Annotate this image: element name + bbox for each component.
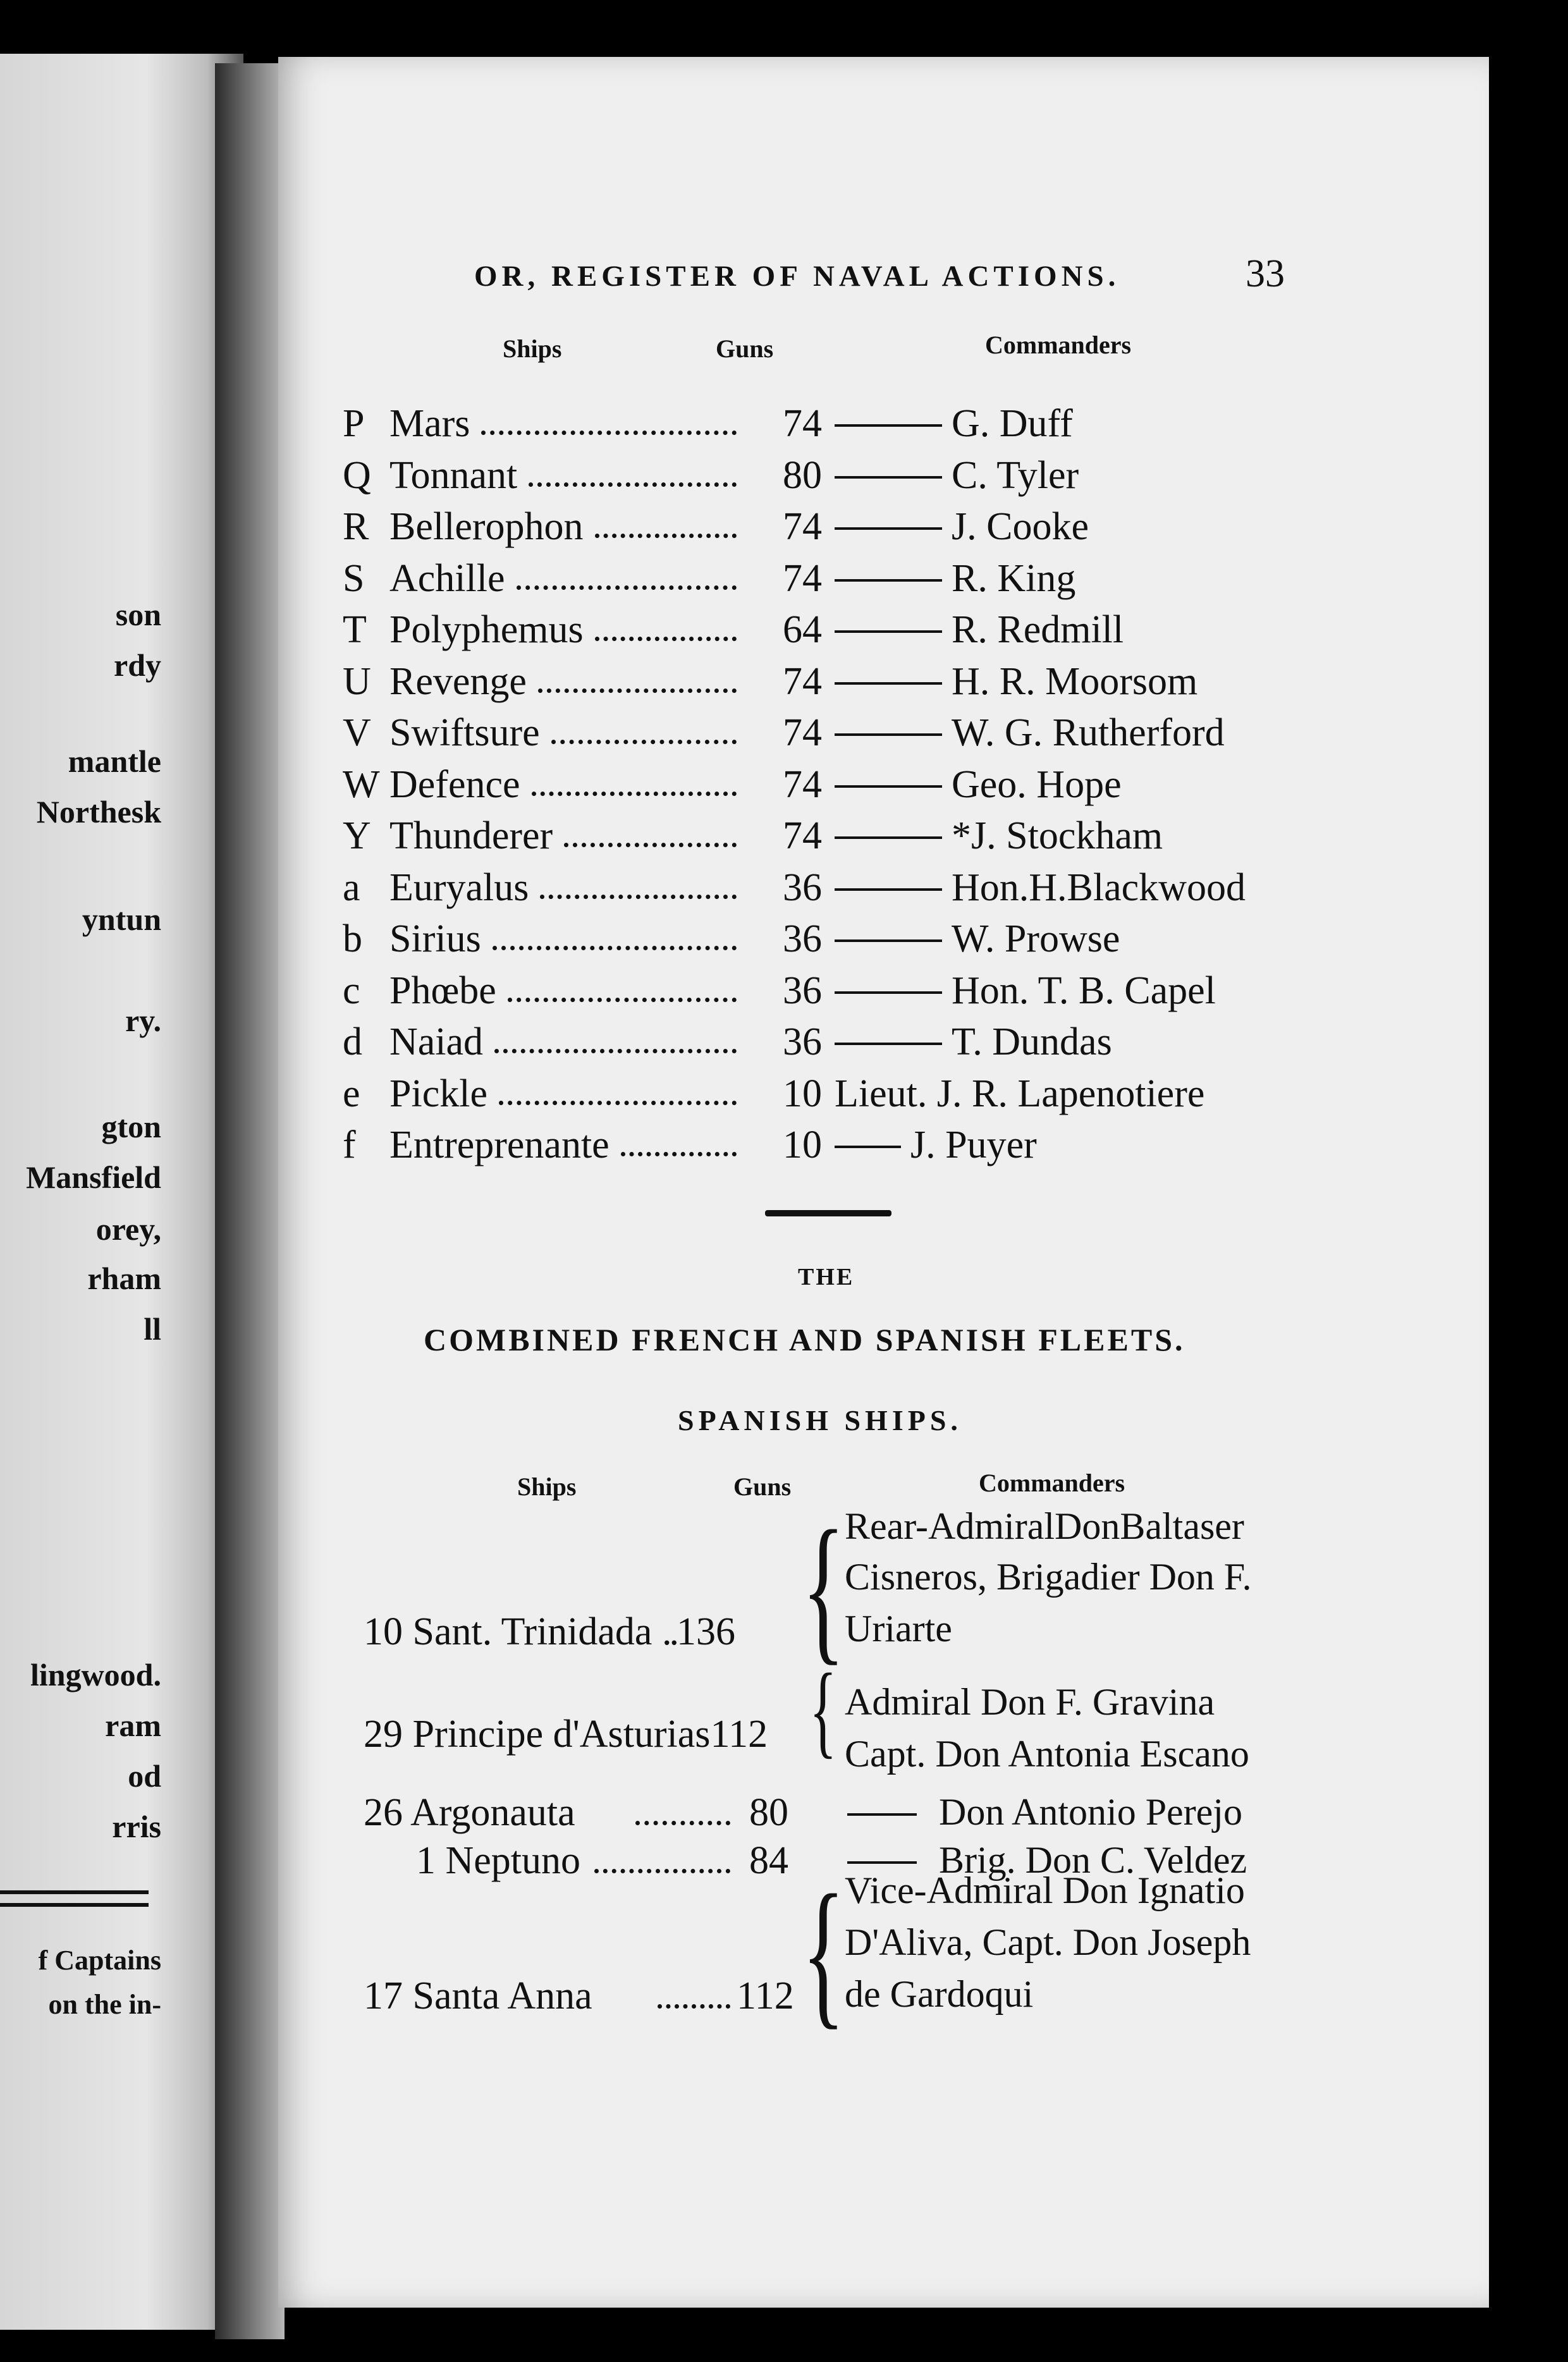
ship-name: Sirius: [389, 917, 481, 960]
commander-name: Hon.H.Blackwood: [952, 866, 1246, 909]
ship-letter: T: [343, 608, 367, 651]
commander-line: Vice-Admiral Don Ignatio: [845, 1869, 1245, 1911]
facing-page-fragment: od: [128, 1758, 161, 1794]
ship-name: Defence: [389, 762, 520, 806]
commander-name: J. Cooke: [952, 505, 1089, 548]
commander-name: *J. Stockham: [952, 814, 1163, 857]
commander-line: Cisneros, Brigadier Don F.: [845, 1556, 1252, 1598]
commander-name: R. Redmill: [952, 608, 1124, 651]
col-header-commanders: Commanders: [979, 1469, 1125, 1497]
ship-guns: 10: [783, 1123, 822, 1166]
facing-page-fragment: f Captains: [38, 1945, 161, 1976]
subsection-title: SPANISH SHIPS.: [678, 1404, 962, 1436]
leader-dots: [594, 1869, 730, 1873]
commander-line: Brig. Don C. Veldez: [939, 1839, 1247, 1881]
leader-dots: [540, 895, 737, 899]
col-header-guns: Guns: [733, 1472, 792, 1501]
ship-name: Pickle: [389, 1072, 487, 1115]
spanish-ship: [364, 1790, 575, 1835]
ship-letter: V: [343, 711, 371, 754]
ship-name: 1 Neptuno: [416, 1839, 581, 1882]
ditto-dash: [835, 424, 942, 427]
ditto-dash: [835, 836, 942, 839]
ship-row: [278, 1072, 1489, 1122]
ship-row: [278, 505, 1489, 555]
ditto-dash: [835, 476, 942, 479]
ship-name: Mars: [389, 402, 470, 445]
ship-guns: 80: [749, 1791, 788, 1834]
ship-name: Naiad: [389, 1020, 484, 1063]
ditto-dash: [847, 1861, 917, 1864]
facing-page-fragment: Mansfield: [26, 1160, 161, 1195]
brace: {: [802, 1497, 845, 1679]
commander-line: D'Aliva, Capt. Don Joseph: [845, 1921, 1251, 1963]
ship-name: Tonnant: [389, 453, 518, 497]
ship-row: [278, 711, 1489, 761]
commander-name: Lieut. J. R. Lapenotiere: [835, 1072, 1205, 1115]
commander-name: H. R. Moorsom: [952, 659, 1198, 703]
leader-dots: [635, 1821, 730, 1825]
facing-page-rule: [0, 1903, 149, 1907]
ship-letter: W: [343, 762, 380, 806]
section-title: COMBINED FRENCH AND SPANISH FLEETS.: [424, 1322, 1185, 1357]
facing-page-fragment: mantle: [68, 743, 161, 779]
ship-row: [278, 917, 1489, 967]
ship-letter: c: [343, 969, 360, 1012]
leader-dots: [538, 688, 737, 693]
spanish-ship: [364, 1974, 592, 2019]
leader-dots: [499, 1101, 737, 1105]
leader-dots: [508, 998, 737, 1002]
commander-name: Geo. Hope: [952, 762, 1122, 806]
ship-letter: a: [343, 866, 360, 909]
ship-name: Phœbe: [389, 969, 496, 1012]
ditto-dash: [835, 527, 942, 530]
ship-name: 17 Santa Anna: [364, 1974, 592, 2017]
facing-page-fragment: orey,: [95, 1211, 161, 1247]
ship-letter: Q: [343, 453, 371, 497]
commander-name: G. Duff: [952, 402, 1073, 445]
ship-name: Bellerophon: [389, 505, 584, 548]
ship-guns: 74: [783, 711, 822, 754]
commander-name: W. G. Rutherford: [952, 711, 1225, 754]
ship-row: [278, 1123, 1489, 1173]
ship-letter: d: [343, 1020, 362, 1063]
facing-page-fragment: ram: [105, 1708, 161, 1743]
ship-row: [278, 556, 1489, 607]
col-header-ships: Ships: [517, 1472, 577, 1501]
commander-line: Admiral Don F. Gravina: [845, 1681, 1215, 1723]
facing-page-fragment: ry.: [125, 1003, 161, 1038]
ship-letter: S: [343, 556, 365, 600]
running-head: OR, REGISTER OF NAVAL ACTIONS.: [474, 260, 1120, 293]
facing-page-fragment: rdy: [114, 647, 161, 683]
commander-name: W. Prowse: [952, 917, 1120, 960]
ship-row: [278, 969, 1489, 1019]
ship-guns: 36: [783, 917, 822, 960]
facing-page-fragment: Northesk: [36, 794, 161, 829]
leader-dots: [532, 792, 737, 796]
ship-row: [278, 866, 1489, 916]
ship-letter: b: [343, 917, 362, 960]
leader-dots: [493, 946, 737, 950]
commander-line: Don Antonio Perejo: [939, 1791, 1242, 1833]
ditto-dash: [835, 630, 942, 633]
commander-name: Hon. T. B. Capel: [952, 969, 1216, 1012]
book-gutter: [215, 63, 285, 2339]
ship-row: [278, 762, 1489, 813]
facing-page-fragment: son: [115, 597, 161, 632]
ship-guns: 74: [783, 659, 822, 703]
facing-page-fragment: lingwood.: [30, 1657, 161, 1692]
page-number: 33: [1246, 252, 1285, 295]
leader-dots: [564, 843, 737, 847]
leader-dots: [529, 482, 737, 487]
ship-guns: 36: [783, 969, 822, 1012]
brace: {: [809, 1652, 837, 1768]
leader-dots: [517, 585, 737, 590]
commander-line: Uriarte: [845, 1608, 952, 1649]
ditto-dash: [835, 939, 942, 942]
facing-page-fragment: on the in-: [48, 1989, 161, 2020]
ship-guns: 36: [783, 1020, 822, 1063]
ditto-dash: [835, 785, 942, 788]
ship-row: [278, 401, 1489, 452]
ship-row: [278, 608, 1489, 658]
col-header-ships: Ships: [503, 334, 562, 363]
ship-row: [278, 659, 1489, 710]
leader-dots: [551, 740, 737, 744]
facing-page-rule: [0, 1890, 149, 1894]
the-label: THE: [798, 1264, 855, 1290]
leader-dots: [494, 1049, 737, 1053]
brace: {: [802, 1861, 845, 2043]
ship-name: Revenge: [389, 659, 527, 703]
spanish-ship: [416, 1839, 580, 1883]
leader-dots: [621, 1152, 737, 1156]
ship-name: Swiftsure: [389, 711, 540, 754]
facing-page-fragment: rham: [87, 1261, 161, 1296]
commander-line: de Gardoqui: [845, 1973, 1034, 2015]
ship-guns: 74: [783, 402, 822, 445]
ship-name: Thunderer: [389, 814, 553, 857]
commander-line: Rear-AdmiralDonBaltaser: [845, 1505, 1244, 1547]
ship-name: 26 Argonauta: [364, 1791, 575, 1834]
commander-name: R. King: [952, 556, 1076, 600]
commander-name: T. Dundas: [952, 1020, 1112, 1063]
facing-page-fragment: rris: [112, 1809, 161, 1844]
ship-guns: 112: [710, 1713, 768, 1756]
commander-name: J. Puyer: [910, 1123, 1037, 1166]
col-header-guns: Guns: [716, 334, 774, 363]
ditto-dash: [835, 1043, 942, 1045]
ship-guns: 64: [783, 608, 822, 651]
ship-guns: 74: [783, 556, 822, 600]
ditto-dash: [835, 1146, 901, 1148]
ship-guns: 74: [783, 505, 822, 548]
commander-name: C. Tyler: [952, 453, 1079, 497]
leader-dots: [481, 431, 737, 435]
ship-name: Entreprenante: [389, 1123, 609, 1166]
ditto-dash: [835, 682, 942, 685]
ditto-dash: [835, 888, 942, 891]
ship-letter: P: [343, 402, 365, 445]
ship-letter: e: [343, 1072, 360, 1115]
ship-row: [278, 453, 1489, 504]
ship-letter: f: [343, 1123, 356, 1166]
commander-line: Capt. Don Antonia Escano: [845, 1733, 1249, 1775]
facing-page-fragment: yntun: [82, 902, 161, 937]
ship-guns: 36: [783, 866, 822, 909]
book-page: [278, 57, 1489, 2308]
ship-letter: U: [343, 659, 371, 703]
ship-name: 10 Sant. Trinidada: [364, 1610, 652, 1653]
ship-letter: R: [343, 505, 369, 548]
ship-row: [278, 1020, 1489, 1070]
ship-guns: 80: [783, 453, 822, 497]
ditto-dash: [835, 991, 942, 994]
ship-name: 29 Principe d'Asturias: [364, 1713, 711, 1756]
section-divider: [765, 1210, 891, 1216]
ship-name: Polyphemus: [389, 608, 584, 651]
facing-page-fragment: ll: [144, 1311, 161, 1347]
ship-guns: 10: [783, 1072, 822, 1115]
ship-guns: 84: [749, 1839, 788, 1882]
ship-name: Achille: [389, 556, 505, 600]
ship-guns: 136: [676, 1610, 735, 1653]
ditto-dash: [847, 1813, 917, 1816]
spanish-ship: 10 Sant. Trinidada ..136: [364, 1610, 735, 1653]
facing-page: [0, 54, 243, 2330]
ship-name: Euryalus: [389, 866, 529, 909]
leader-dots: [595, 534, 737, 538]
ship-row: [278, 814, 1489, 864]
leader-dots: [658, 2004, 730, 2009]
ditto-dash: [835, 579, 942, 582]
ship-guns: 74: [783, 762, 822, 806]
ship-letter: Y: [343, 814, 371, 857]
leader-dots: [595, 637, 737, 641]
ship-guns: 74: [783, 814, 822, 857]
ship-guns: 112: [737, 1974, 794, 2017]
spanish-ship: [364, 1712, 768, 1757]
col-header-commanders: Commanders: [985, 331, 1132, 359]
ditto-dash: [835, 733, 942, 736]
facing-page-fragment: gton: [101, 1109, 161, 1144]
